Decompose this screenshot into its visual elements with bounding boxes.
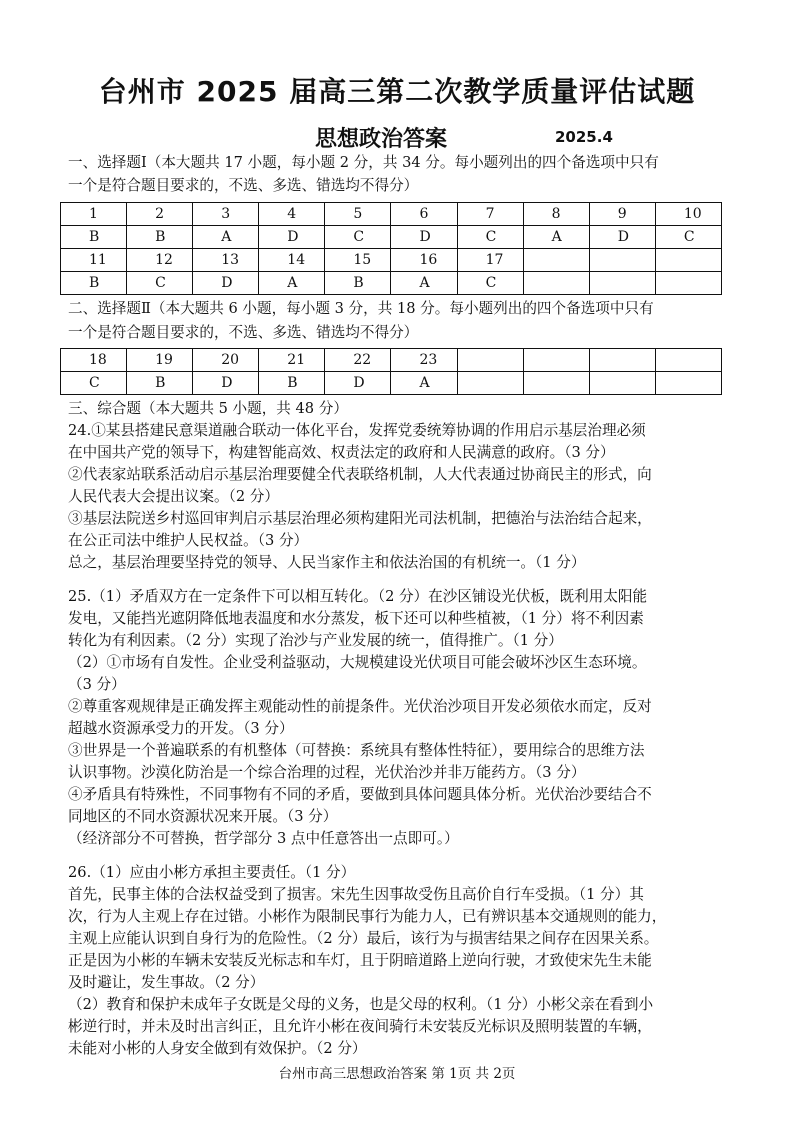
q25-line: 转化为有利因素。（2 分）实现了治沙与产业发展的统一，值得推广。（1 分） [68, 632, 563, 649]
q24-line: 在中国共产党的领导下，构建智能高效、权责法定的政府和人民满意的政府。（3 分） [68, 444, 615, 461]
table-cell: 10 [655, 203, 721, 226]
q26-line: （2）教育和保护未成年子女既是父母的义务，也是父母的权利。（1 分）小彬父亲在看到小 [68, 996, 654, 1013]
table-cell: 12 [127, 249, 193, 272]
table-cell: 22 [325, 349, 391, 372]
q25-line: ③世界是一个普遍联系的有机整体（可替换：系统具有整体性特征），要用综合的思维方法 [68, 742, 645, 759]
q25-line: ②尊重客观规律是正确发挥主观能动性的前提条件。光伏治沙项目开发必须依水而定，反对 [68, 698, 652, 715]
table-cell: A [391, 272, 457, 295]
table-cell: D [193, 372, 259, 395]
table-cell: 5 [325, 203, 391, 226]
table-row [61, 203, 722, 226]
table-cell: D [259, 226, 325, 249]
q25-line: 同地区的不同水资源状况来开展。（3 分） [68, 808, 338, 825]
table-cell: A [193, 226, 259, 249]
page-title: 台州市 2025 届高三第二次教学质量评估试题 [98, 75, 696, 108]
table-cell [589, 272, 655, 295]
q26-line: 次，行为人主观上存在过错。小彬作为限制民事行为能力人，已有辨识基本交通规则的能力， [68, 908, 667, 925]
table-cell [589, 349, 655, 372]
table-cell: 20 [193, 349, 259, 372]
q24-line: 24.①某县搭建民意渠道融合联动一体化平台，发挥党委统筹协调的作用启示基层治理必须 [68, 422, 646, 439]
table-cell: 13 [193, 249, 259, 272]
q25-line: 发电，又能挡光遮阴降低地表温度和水分蒸发，板下还可以种些植被，（1 分）将不利因素 [68, 610, 644, 627]
table-cell: 15 [325, 249, 391, 272]
table-row [61, 272, 722, 295]
table-row [61, 349, 722, 372]
table-cell [655, 249, 721, 272]
q26-line: 主观上应能认识到自身行为的危险性。（2 分）最后，该行为与损害结果之间存在因果关系。 [68, 930, 659, 947]
q24-line: 在公正司法中维护人民权益。（3 分） [68, 532, 309, 549]
table-cell: 21 [259, 349, 325, 372]
table-cell: 19 [127, 349, 193, 372]
table-cell: 3 [193, 203, 259, 226]
table-cell: A [523, 226, 589, 249]
table-cell: 2 [127, 203, 193, 226]
table-cell [655, 349, 721, 372]
table-cell [589, 372, 655, 395]
q26-line: 首先，民事主体的合法权益受到了损害。宋先生因事故受伤且高价自行车受损。（1 分）其 [68, 886, 644, 903]
q26-line: 26.（1）应由小彬方承担主要责任。（1 分） [68, 864, 356, 881]
q25-line: 超越水资源承受力的开发。（3 分） [68, 720, 294, 737]
q24-line: 人民代表大会提出议案。（2 分） [68, 488, 279, 505]
table-cell [523, 249, 589, 272]
table-cell: A [391, 372, 457, 395]
table-cell: B [259, 372, 325, 395]
table-cell: D [325, 372, 391, 395]
q25-line: （3 分） [68, 676, 126, 693]
table-cell: C [457, 272, 523, 295]
q25-line: 25.（1）矛盾双方在一定条件下可以相互转化。（2 分）在沙区铺设光伏板，既利用太阳能 [68, 588, 648, 605]
table-cell [655, 372, 721, 395]
page-footer: 台州市高三思想政治答案 第 1页 共 2页 [278, 1066, 516, 1082]
section2-answer-table [60, 348, 722, 395]
table-cell: 18 [61, 349, 127, 372]
q26-line: 正是因为小彬的车辆未安装反光标志和车灯，且于阴暗道路上逆向行驶，才致使宋先生未能 [68, 952, 652, 969]
q26-line: 未能对小彬的人身安全做到有效保护。（2 分） [68, 1040, 367, 1057]
subject-title: 思想政治答案 [315, 127, 448, 152]
table-cell: B [325, 272, 391, 295]
table-cell: C [457, 226, 523, 249]
table-row [61, 226, 722, 249]
table-row [61, 249, 722, 272]
table-cell: B [127, 226, 193, 249]
table-cell [457, 349, 523, 372]
table-cell [589, 249, 655, 272]
table-cell [655, 272, 721, 295]
table-cell: 9 [589, 203, 655, 226]
q25-line: ④矛盾具有特殊性，不同事物有不同的矛盾，要做到具体问题具体分析。光伏治沙要结合不 [68, 786, 652, 803]
q26-line: 彬逆行时，并未及时出言纠正，且允许小彬在夜间骑行未安装反光标识及照明装置的车辆， [68, 1018, 652, 1035]
table-cell [457, 372, 523, 395]
table-cell: D [589, 226, 655, 249]
table-cell: B [127, 372, 193, 395]
table-cell: C [325, 226, 391, 249]
section2-heading-line2: 一个是符合题目要求的，不选、多选、错选均不得分） [68, 324, 419, 341]
section1-answer-table [60, 202, 722, 295]
table-cell: 16 [391, 249, 457, 272]
q26-line: 及时避让，发生事故。（2 分） [68, 974, 265, 991]
table-cell [523, 349, 589, 372]
q25-line: 认识事物。沙漠化防治是一个综合治理的过程，光伏治沙并非万能药方。（3 分） [68, 764, 586, 781]
q25-line: （2）①市场有自发性。企业受利益驱动，大规模建设光伏项目可能会破坏沙区生态环境。 [68, 654, 647, 671]
table-cell: 1 [61, 203, 127, 226]
table-cell: 14 [259, 249, 325, 272]
subtitle-row [0, 122, 794, 156]
table-cell: A [259, 272, 325, 295]
table-cell: 4 [259, 203, 325, 226]
table-cell: 23 [391, 349, 457, 372]
table-cell: 8 [523, 203, 589, 226]
section1-heading-line1: 一、选择题Ⅰ（本大题共 17 小题，每小题 2 分，共 34 分。每小题列出的四个备选项中只有 [68, 154, 659, 171]
table-cell: D [193, 272, 259, 295]
q24-line: ③基层法院送乡村巡回审判启示基层治理必须构建阳光司法机制，把德治与法治结合起来， [68, 510, 652, 527]
table-cell: B [61, 226, 127, 249]
table-cell: 7 [457, 203, 523, 226]
exam-date: 2025.4 [555, 128, 613, 146]
table-cell [523, 372, 589, 395]
section1-heading-line2: 一个是符合题目要求的，不选、多选、错选均不得分） [68, 177, 419, 194]
table-cell: 11 [61, 249, 127, 272]
table-cell: C [127, 272, 193, 295]
section2-heading-line1: 二、选择题Ⅱ（本大题共 6 小题，每小题 3 分，共 18 分。每小题列出的四个备选项中只有 [68, 300, 654, 317]
table-cell: 17 [457, 249, 523, 272]
q25-line: （经济部分不可替换，哲学部分 3 点中任意答出一点即可。） [68, 830, 459, 847]
table-cell: C [655, 226, 721, 249]
table-cell [523, 272, 589, 295]
table-cell: 6 [391, 203, 457, 226]
table-cell: D [391, 226, 457, 249]
table-row [61, 372, 722, 395]
section3-heading: 三、综合题（本大题共 5 小题，共 48 分） [68, 400, 348, 417]
q24-line: ②代表家站联系活动启示基层治理要健全代表联络机制，人大代表通过协商民主的形式，向 [68, 466, 652, 483]
table-cell: C [61, 372, 127, 395]
q24-line: 总之，基层治理要坚持党的领导、人民当家作主和依法治国的有机统一。（1 分） [68, 554, 586, 571]
table-cell: B [61, 272, 127, 295]
